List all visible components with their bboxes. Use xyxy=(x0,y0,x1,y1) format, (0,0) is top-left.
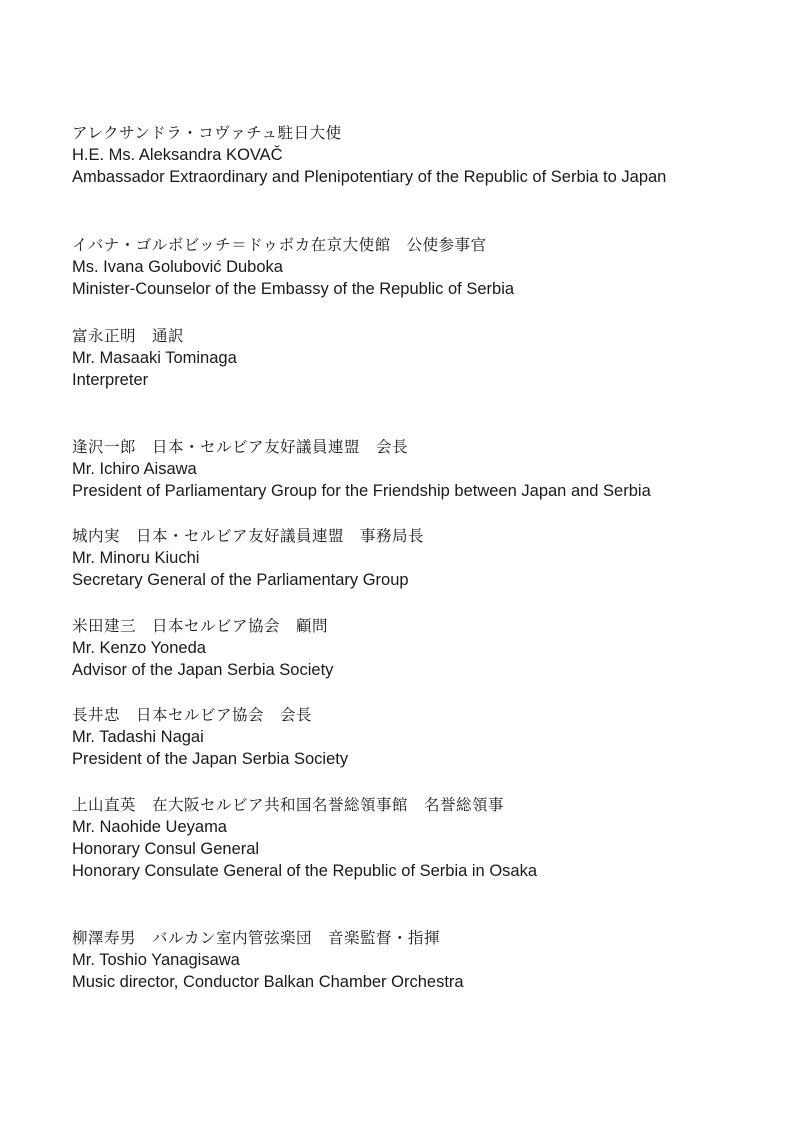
english-name: H.E. Ms. Aleksandra KOVAČ xyxy=(72,146,283,164)
entry-minister-counselor xyxy=(72,234,722,300)
english-name: Ms. Ivana Golubović Duboka xyxy=(72,258,283,276)
role-line: Honorary Consul General xyxy=(72,840,260,858)
english-name: Mr. Kenzo Yoneda xyxy=(72,639,206,657)
english-name: Mr. Minoru Kiuchi xyxy=(72,549,200,567)
role-line: Secretary General of the Parliamentary Group xyxy=(72,571,409,589)
japanese-name-title: 逢沢一郎 日本・セルビア友好議員連盟 会長 xyxy=(72,438,409,456)
japanese-name-title: 長井忠 日本セルビア協会 会長 xyxy=(72,706,313,724)
role-line: Music director, Conductor Balkan Chamber Orchestra xyxy=(72,973,464,991)
role-line: President of Parliamentary Group for the Friendship between Japan and Serbia xyxy=(72,482,651,500)
english-name: Mr. Masaaki Tominaga xyxy=(72,349,237,367)
entry-secretary-general xyxy=(72,525,722,591)
role-line: President of the Japan Serbia Society xyxy=(72,750,349,768)
english-name: Mr. Tadashi Nagai xyxy=(72,728,204,746)
japanese-name-title: アレクサンドラ・コヴァチュ駐日大使 xyxy=(72,124,342,142)
entry-society-president xyxy=(72,704,722,770)
role-line: Honorary Consulate General of the Republic of Serbia in Osaka xyxy=(72,862,538,880)
english-name: Mr. Naohide Ueyama xyxy=(72,818,227,836)
role-line: Interpreter xyxy=(72,371,149,389)
english-name: Mr. Ichiro Aisawa xyxy=(72,460,197,478)
japanese-name-title: 米田建三 日本セルビア協会 顧問 xyxy=(72,617,329,635)
entry-ambassador xyxy=(72,122,722,188)
entry-interpreter xyxy=(72,325,722,391)
entry-advisor xyxy=(72,615,722,681)
entry-honorary-consul xyxy=(72,794,722,882)
english-name: Mr. Toshio Yanagisawa xyxy=(72,951,240,969)
japanese-name-title: イバナ・ゴルボビッチ＝ドゥボカ在京大使館 公使参事官 xyxy=(72,236,487,254)
japanese-name-title: 柳澤寿男 バルカン室内管弦楽団 音楽監督・指揮 xyxy=(72,929,441,947)
entry-parliamentary-president xyxy=(72,436,722,502)
japanese-name-title: 上山直英 在大阪セルビア共和国名誉総領事館 名誉総領事 xyxy=(72,796,505,814)
entry-music-director xyxy=(72,927,722,993)
role-line: Ambassador Extraordinary and Plenipotentiary of the Republic of Serbia to Japan xyxy=(72,168,667,186)
japanese-name-title: 富永正明 通訳 xyxy=(72,327,185,345)
japanese-name-title: 城内実 日本・セルビア友好議員連盟 事務局長 xyxy=(72,527,425,545)
role-line: Advisor of the Japan Serbia Society xyxy=(72,661,334,679)
role-line: Minister-Counselor of the Embassy of the Republic of Serbia xyxy=(72,280,515,298)
